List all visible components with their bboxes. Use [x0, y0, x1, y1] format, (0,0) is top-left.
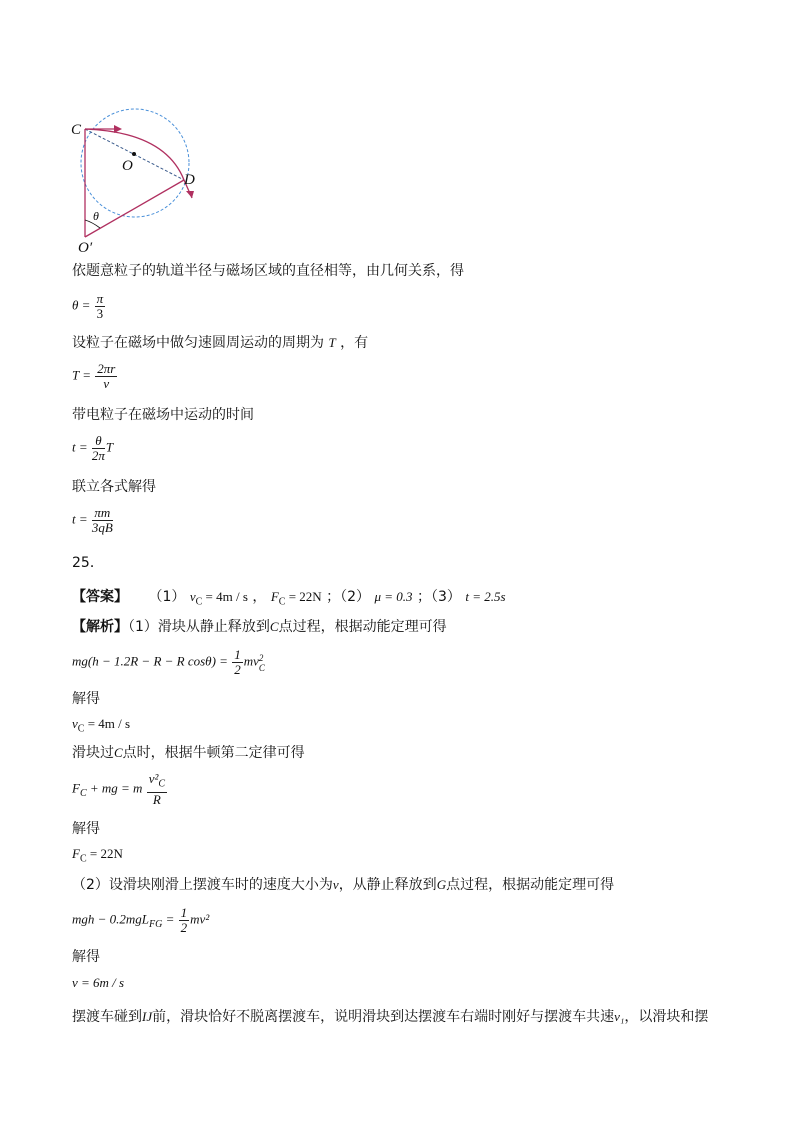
answer-fc: $F_C = 22N$ [270, 589, 322, 608]
energy-den: 2 [234, 662, 241, 677]
label-theta: θ [93, 209, 99, 223]
text-line-ferry: 摆渡车碰到IJ前，滑块恰好不脱离摆渡车，说明滑块到达摆渡车右端时刚好与摆渡车共速v₁，以滑块和摆 [72, 1009, 709, 1025]
energy-num: 1 [234, 647, 241, 662]
formula-time [72, 434, 113, 463]
answer-t: t = 2.5s [465, 589, 506, 604]
solve-label-3: 解得 [72, 949, 100, 965]
analysis-point-c: C [269, 619, 279, 634]
solve-label-2: 解得 [72, 821, 100, 837]
time-result-den: 3qB [91, 520, 113, 535]
answer-sep-3: ；（3） [417, 589, 461, 605]
question-number: 25． [72, 555, 104, 571]
analysis-text-b: 点过程，根据动能定理可得 [278, 619, 447, 635]
text-line-newton: 滑块过C点时，根据牛顿第二定律可得 [72, 745, 305, 761]
answer-part-1: （1） [148, 589, 186, 605]
label-c: C [71, 122, 82, 138]
newton-fraction: $\frac{v^2_C}{R}$ [148, 771, 166, 807]
formula-vc-result: $v_C = 4m / s$ [72, 716, 131, 735]
energy2-fraction: $\frac{1}{2}$ [180, 905, 188, 935]
center-dot [132, 152, 136, 156]
text-line-period [72, 334, 368, 352]
theta-num: π [96, 291, 104, 306]
answer-mu: μ = 0.3 [374, 589, 413, 604]
answer-sep-1: ， [252, 589, 267, 605]
energy-rhs: mv [243, 653, 259, 669]
formula-theta [72, 292, 106, 321]
energy-lhs: mg(h − 1.2R − R − R cosθ) = [72, 653, 228, 669]
theta-lhs: θ = [72, 297, 91, 313]
period-end: ，有 [340, 335, 369, 351]
text-line-time: 带电粒子在磁场中运动的时间 [72, 407, 254, 423]
magnetic-field-diagram [70, 92, 210, 257]
analysis-text-a: （1）滑块从静止释放到 [128, 619, 270, 635]
radius-line-d [85, 180, 184, 237]
time-lhs: t = [72, 439, 88, 455]
text-line-radius: 依题意粒子的轨道半径与磁场区域的直径相等，由几何关系，得 [72, 263, 464, 279]
label-d: D [184, 172, 195, 188]
time-result-num: πm [92, 506, 113, 521]
answer-vc: $v_C = 4m / s$ [189, 589, 248, 608]
period-fraction [95, 362, 117, 391]
text-line-solve: 联立各式解得 [72, 479, 156, 495]
time-result-lhs: t = [72, 511, 88, 527]
analysis-tag: 【解析】 [72, 619, 128, 635]
formula-time-result [72, 506, 114, 535]
period-num: 2πr [97, 361, 116, 376]
formula-period [72, 362, 118, 391]
time-num: θ [92, 434, 105, 449]
formula-energy-2: mgh − 0.2mgL$_{FG}$ = $\frac{1}{2}$ mv² [72, 905, 210, 935]
time-period-symbol: T [105, 439, 114, 455]
theta-den: 3 [96, 306, 104, 321]
period-text: 设粒子在磁场中做匀速圆周运动的周期为 [72, 335, 324, 351]
time-result-fraction [92, 506, 113, 535]
period-den: v [103, 376, 110, 391]
time-den: 2π [91, 448, 105, 463]
answer-tag: 【答案】 [72, 589, 128, 605]
text-line-part2: （2）设滑块刚滑上摆渡车时的速度大小为v，从静止释放到G点过程，根据动能定理可得 [72, 877, 615, 893]
period-lhs: T = [72, 367, 92, 383]
field-region-circle [81, 109, 189, 217]
analysis-line [72, 618, 447, 636]
answer-sep-2: ；（2） [326, 589, 371, 605]
label-o-prime: O′ [78, 240, 93, 256]
formula-newton: $F_C$ + mg = m $\frac{v^2_C}{R}$ [72, 771, 166, 807]
formula-v-result: v = 6m / s [72, 975, 125, 990]
answer-line [72, 588, 506, 612]
formula-energy: mg(h − 1.2R − R − R cosθ) = $\frac{1}{2}$ mv 2 C [72, 647, 265, 677]
exit-arrow-icon [186, 191, 194, 198]
formula-fc-result: $F_C = 22N$ [72, 846, 123, 865]
theta-fraction [95, 292, 106, 321]
energy-fraction [232, 648, 243, 677]
label-o: O [122, 158, 133, 174]
entry-arrow-icon [114, 125, 122, 133]
solve-label-1: 解得 [72, 691, 100, 707]
period-symbol: T [328, 335, 336, 350]
time-fraction [92, 434, 105, 463]
